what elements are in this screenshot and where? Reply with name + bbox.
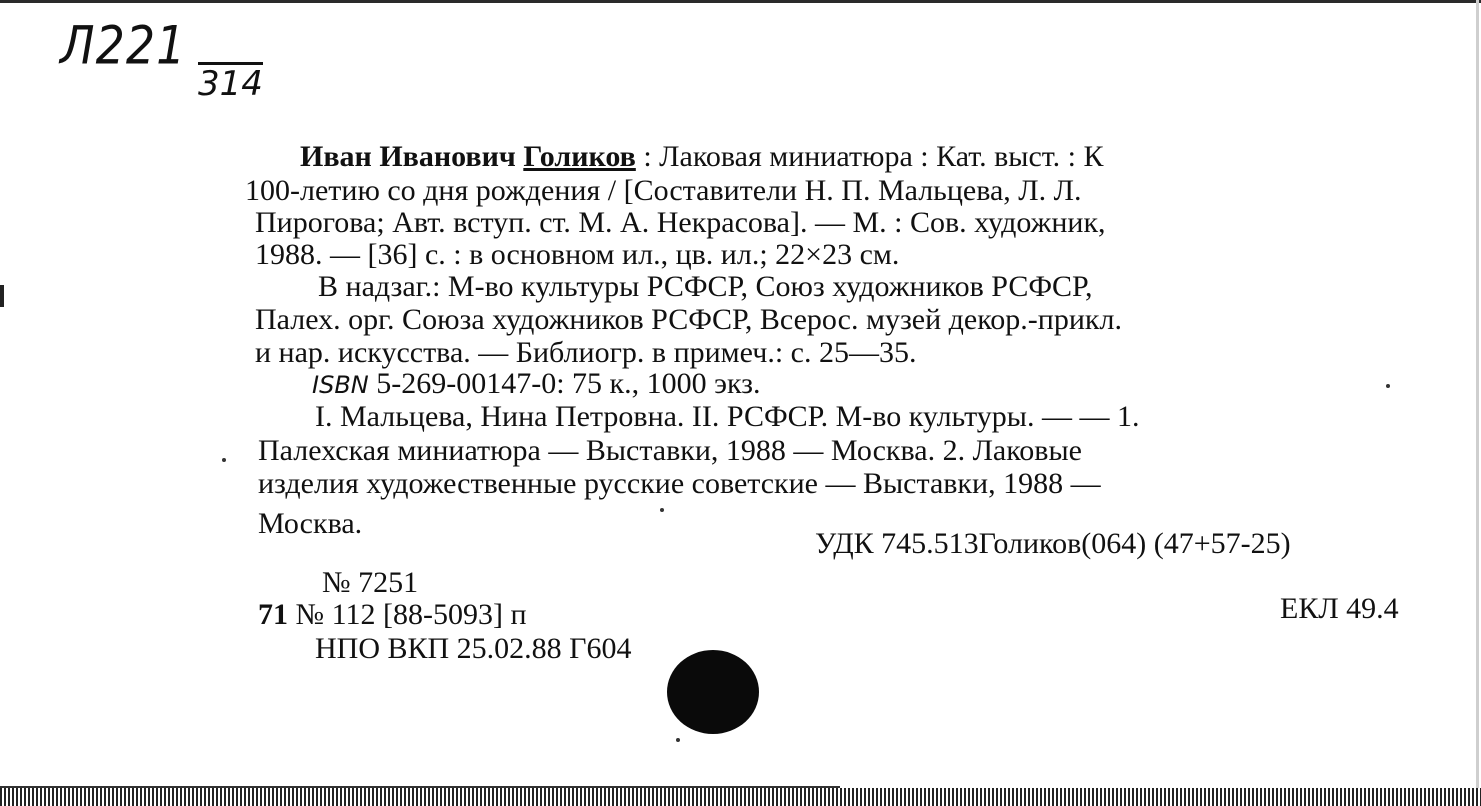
tracings-line-3: изделия художественные русские советские — Выставки, 1988 — xyxy=(258,467,1101,500)
entry-title: : Лаковая миниатюра : Кат. выст. : К xyxy=(635,140,1104,173)
entry-line-3: Пирогова; Авт. вступ. ст. М. А. Некрасова]. — М. : Сов. художник, xyxy=(255,206,1106,239)
card-number: № 7251 xyxy=(322,566,419,599)
scan-speck xyxy=(676,738,680,742)
tracings-line-2: Палехская миниатюра — Выставки, 1988 — Москва. 2. Лаковые xyxy=(258,434,1082,467)
call-number: Л221 xyxy=(60,13,187,77)
author-first-names: Иван Иванович xyxy=(300,140,524,173)
notes-line-3: и нар. искусства. — Библиогр. в примеч.: с. 25—35. xyxy=(255,336,917,369)
isbn-line xyxy=(312,367,761,402)
entry-line-4: 1988. — [36] с. : в основном ил., цв. ил.; 22×23 см. xyxy=(255,238,900,271)
scan-mark xyxy=(0,285,4,307)
tracings-line-1: I. Мальцева, Нина Петровна. II. РСФСР. М-во культуры. — — 1. xyxy=(315,400,1140,433)
order-prefix: 71 xyxy=(258,598,288,631)
tracings-line-4: Москва. xyxy=(258,507,363,540)
notes-line-2: Палех. орг. Союза художников РСФСР, Всерос. музей декор.-прикл. xyxy=(255,303,1122,336)
order-number: № 112 [88-5093] п xyxy=(288,598,527,631)
order-line xyxy=(258,598,527,632)
call-number-suffix: 314 xyxy=(198,64,263,104)
notes-line-1: В надзаг.: М-во культуры РСФСР, Союз художников РСФСР, xyxy=(318,270,1093,303)
scan-speck xyxy=(1386,384,1390,388)
scan-speck xyxy=(222,458,226,462)
punch-hole xyxy=(667,650,759,734)
author-surname: Голиков xyxy=(523,140,636,173)
isbn-value: 5-269-00147-0: 75 к., 1000 экз. xyxy=(368,367,761,400)
udk-code: УДК 745.513Голиков(064) (47+57-25) xyxy=(815,527,1291,560)
card-top-edge xyxy=(0,0,1481,3)
entry-line-1 xyxy=(300,140,1103,174)
publisher-line: НПО ВКП 25.02.88 Г604 xyxy=(315,632,632,665)
scan-speck xyxy=(660,508,664,512)
entry-line-2: 100-летию со дня рождения / [Составители Н. П. Мальцева, Л. Л. xyxy=(245,174,1082,207)
ekl-code: ЕКЛ 49.4 xyxy=(1280,592,1399,625)
isbn-label: ISBN xyxy=(312,371,369,399)
card-right-edge xyxy=(1476,0,1479,806)
card-bottom-edge xyxy=(0,788,1481,806)
